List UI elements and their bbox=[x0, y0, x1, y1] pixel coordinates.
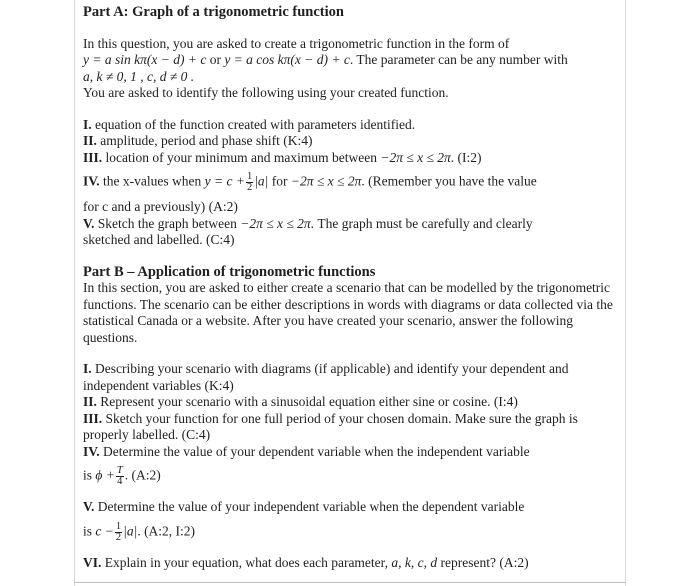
part-b-list bbox=[83, 361, 623, 571]
item-number: III. bbox=[83, 410, 103, 426]
is-word: is bbox=[83, 467, 93, 483]
item-number: VI. bbox=[83, 554, 102, 570]
fraction bbox=[115, 522, 122, 543]
item-text: equation of the function created with parameters identified. bbox=[95, 116, 416, 132]
item-tail: . (I:2) bbox=[450, 149, 482, 165]
for-word: for bbox=[271, 173, 288, 189]
cosine-form: y = a cos kπ(x − d) + c bbox=[224, 52, 350, 67]
item-text: the x-values when bbox=[103, 173, 202, 189]
list-item bbox=[83, 444, 623, 461]
fraction-denominator: 4 bbox=[117, 476, 123, 487]
phi-term: ϕ + bbox=[95, 467, 115, 483]
equation: y = c + bbox=[204, 173, 245, 189]
item-text: Represent your scenario with a sinusoidal equation either sine or cosine. (I:4) bbox=[100, 394, 518, 409]
item-tail: . (A:2) bbox=[124, 467, 161, 483]
fraction-denominator: 2 bbox=[246, 182, 253, 193]
list-item bbox=[83, 216, 623, 233]
list-item bbox=[83, 361, 623, 394]
parameter-constraint: a, k ≠ 0, 1 , c, d ≠ 0 . bbox=[83, 68, 195, 84]
fraction-numerator: T bbox=[116, 465, 123, 476]
document bbox=[83, 4, 623, 571]
list-item bbox=[83, 172, 623, 193]
item-text: amplitude, period and phase shift (K:4) bbox=[100, 133, 313, 148]
item-number: V. bbox=[83, 215, 95, 231]
item-text: Determine the value of your independent variable when the dependent variable bbox=[97, 499, 525, 514]
bottom-rule bbox=[74, 582, 626, 583]
list-item bbox=[83, 555, 623, 572]
continuation: sketched and labelled. (C:4) bbox=[83, 232, 235, 247]
item-text: Determine the value of your dependent variable when the independent variable bbox=[103, 443, 530, 459]
is-word: is bbox=[83, 523, 93, 539]
item-text: Sketch your function for one full period of your chosen domain. Make sure the graph is properly labelled. (C:4) bbox=[83, 410, 578, 442]
params: a, k, c, d bbox=[391, 554, 438, 570]
equation-forms bbox=[83, 52, 623, 69]
item-text: Sketch the graph between bbox=[97, 215, 237, 231]
fraction bbox=[246, 172, 253, 193]
item-tail: . (A:2, I:2) bbox=[137, 523, 196, 539]
part-b-intro bbox=[83, 264, 623, 347]
item-number: V. bbox=[83, 499, 95, 514]
fraction-denominator: 2 bbox=[115, 531, 122, 543]
continuation bbox=[83, 522, 623, 543]
list-item bbox=[83, 394, 623, 411]
item-number: I. bbox=[83, 116, 92, 132]
part-b-title: Part B – Application of trigonometric functions bbox=[83, 263, 376, 280]
range: −2π ≤ x ≤ 2π bbox=[290, 173, 362, 189]
item-text: Explain in your equation, what does each parameter, bbox=[104, 554, 388, 570]
item-number: II. bbox=[83, 133, 97, 148]
list-item bbox=[83, 150, 623, 167]
item-number: I. bbox=[83, 361, 92, 376]
item-text: Describing your scenario with diagrams (if applicable) and identify your dependent and independent variables (K:4) bbox=[83, 361, 569, 393]
list-item bbox=[83, 117, 623, 134]
list-item bbox=[83, 133, 623, 150]
or-word: or bbox=[209, 52, 221, 67]
range: −2π ≤ x ≤ 2π bbox=[380, 149, 451, 165]
part-a-intro bbox=[83, 36, 623, 102]
item-number: III. bbox=[83, 149, 103, 165]
sine-form: y = a sin kπ(x − d) + c bbox=[83, 52, 207, 67]
part-a-list bbox=[83, 117, 623, 249]
list-item bbox=[83, 499, 623, 516]
c-term: c − bbox=[95, 523, 114, 539]
item-tail: . (Remember you have the value bbox=[361, 173, 537, 189]
fraction-numerator: 1 bbox=[115, 520, 122, 532]
item-tail: represent? (A:2) bbox=[440, 554, 529, 570]
item-number: IV. bbox=[83, 443, 100, 459]
continuation bbox=[83, 466, 623, 487]
identify-line: You are asked to identify the following using your created function. bbox=[83, 85, 449, 100]
abs-a: |a| bbox=[254, 173, 269, 189]
fraction bbox=[116, 466, 124, 487]
param-text: . The parameter can be any number with bbox=[349, 52, 568, 67]
continuation: for c and a previously) (A:2) bbox=[83, 199, 238, 214]
item-tail: . The graph must be carefully and clearly bbox=[310, 215, 533, 231]
intro-line: In this question, you are asked to create a trigonometric function in the form of bbox=[83, 35, 510, 51]
item-number: IV. bbox=[83, 173, 100, 189]
part-b-paragraph: In this section, you are asked to either create a scenario that can be modelled by the trigonometric functions. The scenario can be either descriptions in words with diagrams or data collected via the statistical Canada or a website. After you have created your scenario, answer the following questions. bbox=[83, 280, 613, 345]
item-number: II. bbox=[83, 394, 97, 409]
fraction-numerator: 1 bbox=[246, 171, 253, 182]
abs-a: |a| bbox=[123, 523, 138, 539]
range: −2π ≤ x ≤ 2π bbox=[240, 215, 311, 231]
list-item bbox=[83, 411, 623, 444]
item-text: location of your minimum and maximum between bbox=[105, 149, 377, 165]
part-a-title: Part A: Graph of a trigonometric function bbox=[83, 4, 344, 20]
